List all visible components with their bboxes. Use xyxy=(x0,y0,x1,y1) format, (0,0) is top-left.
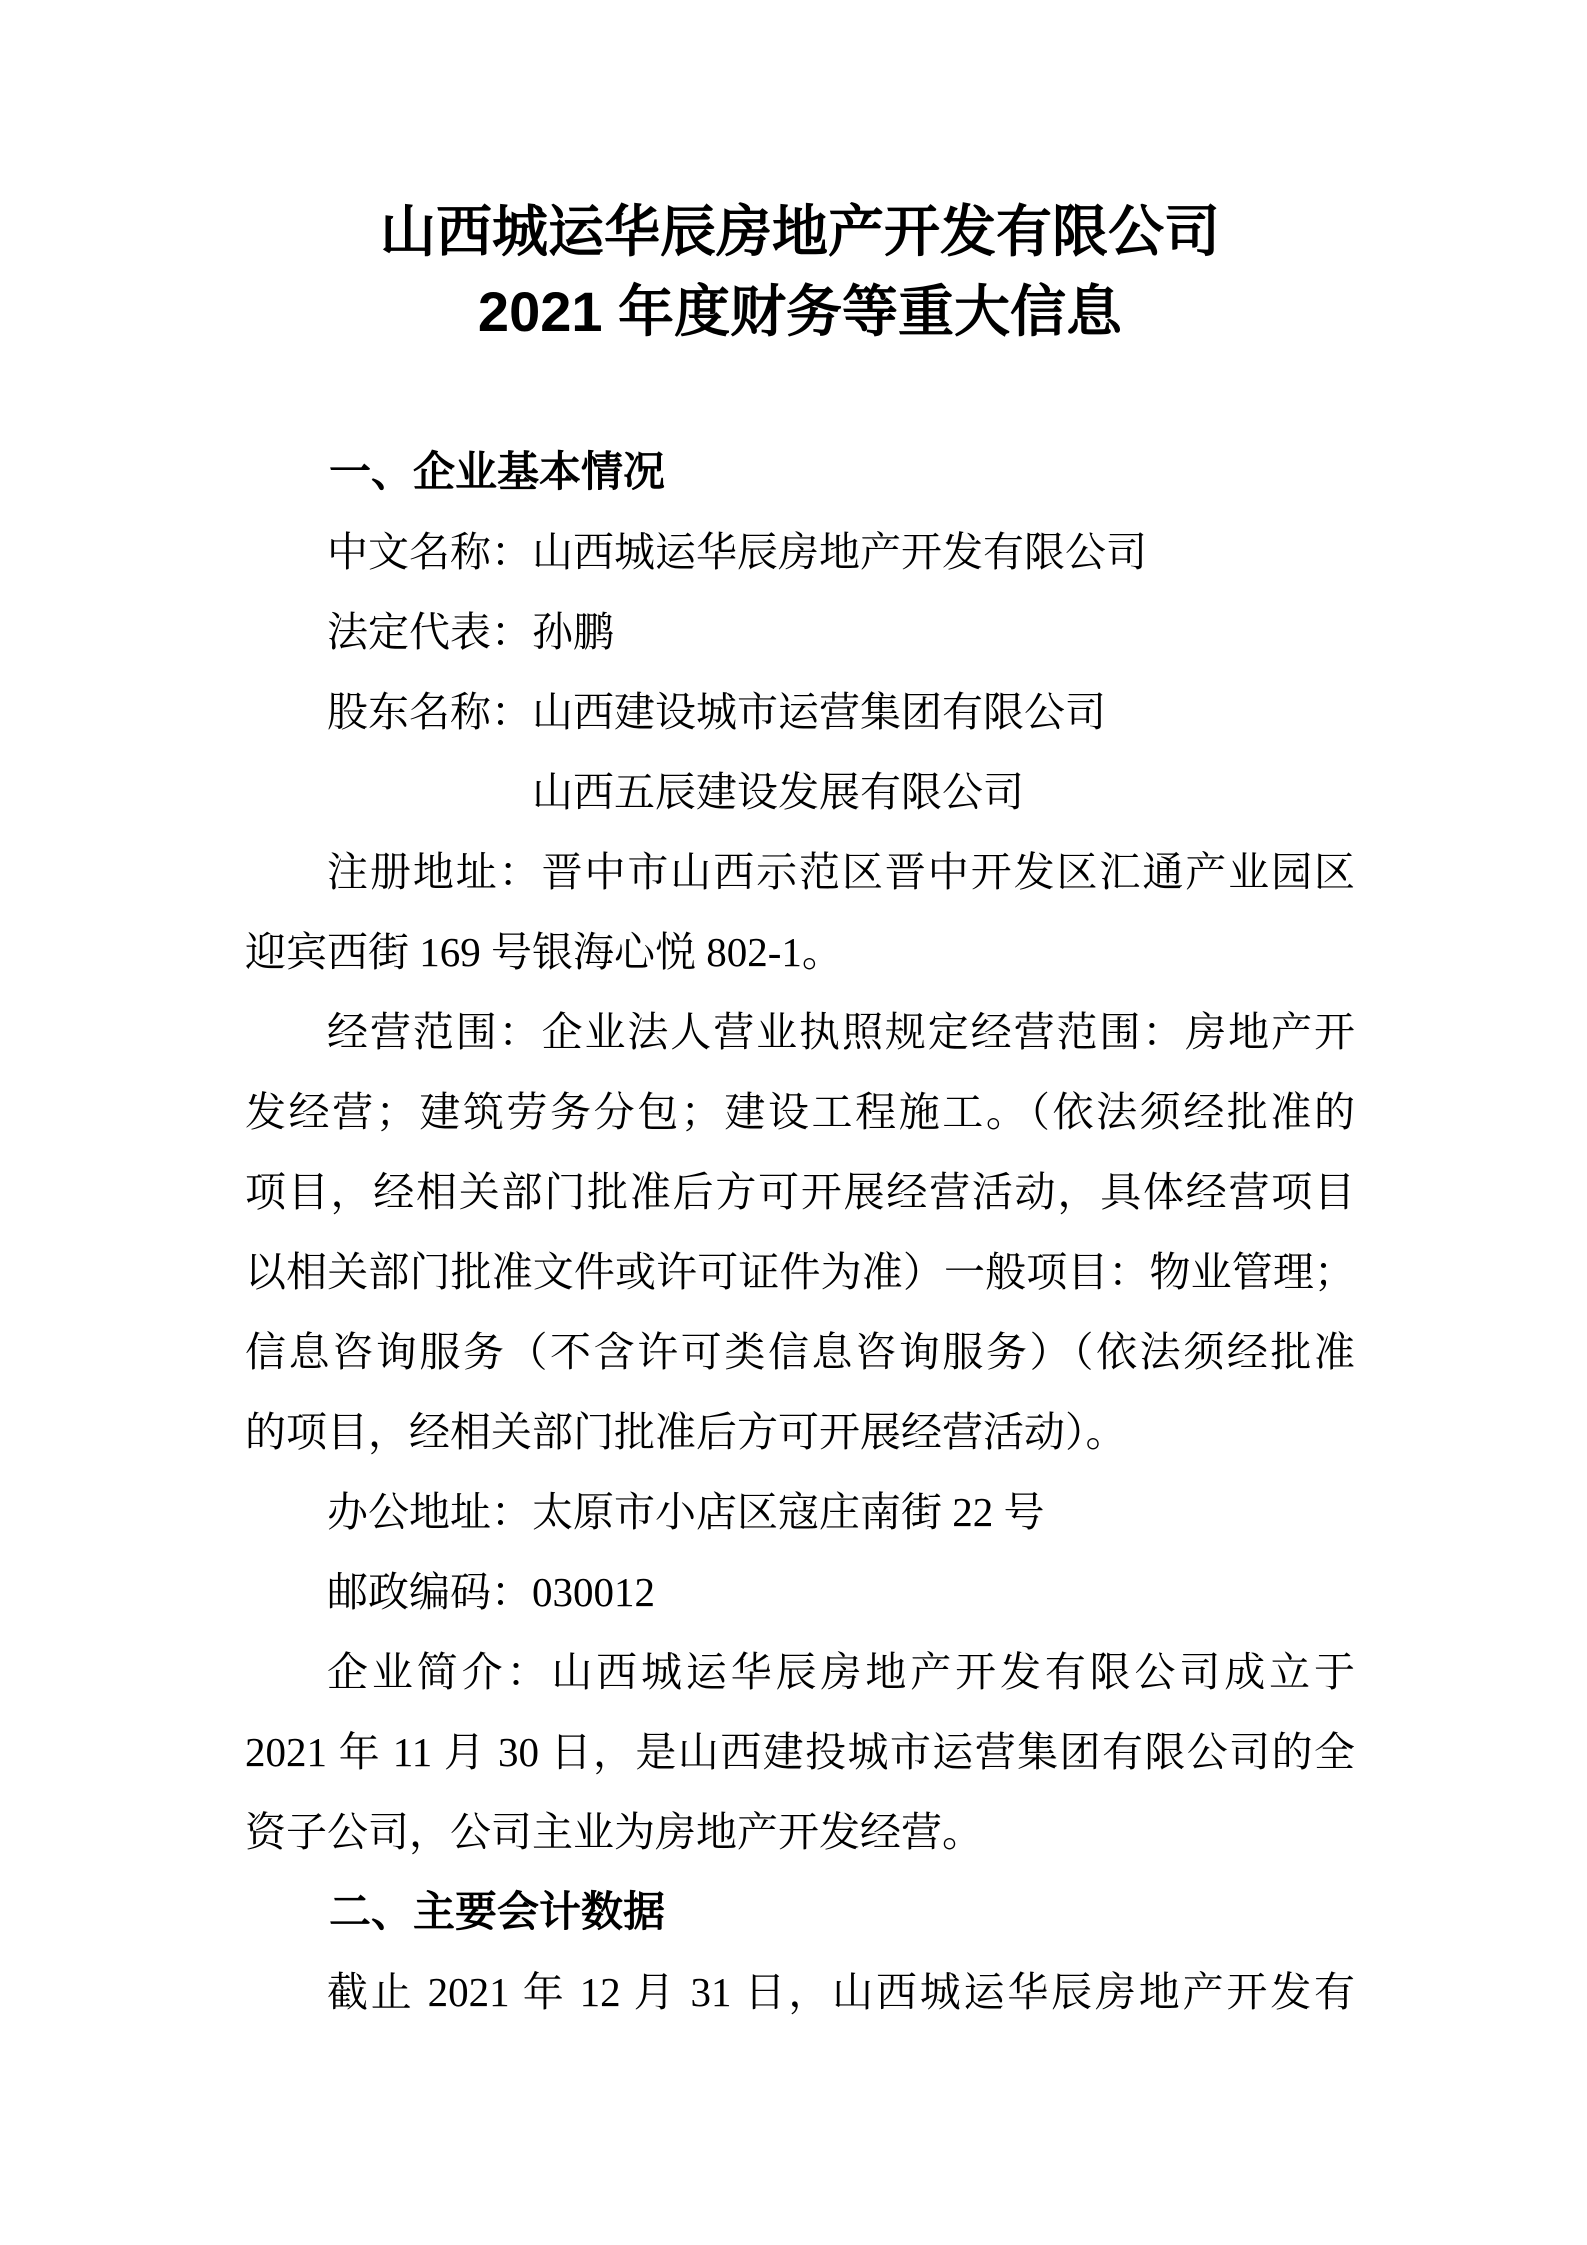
body-line: 2021 年 11 月 30 日，是山西建投城市运营集团有限公司的全 xyxy=(245,1729,1355,1775)
section-heading: 二、主要会计数据 xyxy=(329,1888,666,1935)
body-line: 山西五辰建设发展有限公司 xyxy=(532,769,1024,815)
body-line: 资子公司，公司主业为房地产开发经营。 xyxy=(245,1809,983,1855)
document-title-line: 山西城运华辰房地产开发有限公司 xyxy=(380,200,1220,263)
body-line: 经营范围：企业法人营业执照规定经营范围：房地产开 xyxy=(327,1009,1355,1055)
title-body-gap xyxy=(245,352,1355,432)
body-line: 法定代表：孙鹏 xyxy=(327,609,614,655)
body-line: 以相关部门批准文件或许可证件为准）一般项目：物业管理； xyxy=(245,1249,1355,1295)
body-line: 股东名称：山西建设城市运营集团有限公司 xyxy=(327,689,1106,735)
body-line: 中文名称：山西城运华辰房地产开发有限公司 xyxy=(327,529,1147,575)
document-title-line: 2021 年度财务等重大信息 xyxy=(477,280,1123,343)
body-line: 发经营；建筑劳务分包；建设工程施工。（依法须经批准的 xyxy=(245,1089,1355,1135)
body-line: 截止 2021 年 12 月 31 日，山西城运华辰房地产开发有 xyxy=(327,1969,1355,2015)
body-line: 企业简介：山西城运华辰房地产开发有限公司成立于 xyxy=(327,1649,1355,1695)
body-line: 办公地址：太原市小店区寇庄南街 22 号 xyxy=(327,1489,1045,1535)
body-line: 的项目，经相关部门批准后方可开展经营活动）。 xyxy=(245,1409,1127,1455)
body-line: 信息咨询服务（不含许可类信息咨询服务）（依法须经批准 xyxy=(245,1329,1355,1375)
body-line: 项目，经相关部门批准后方可开展经营活动，具体经营项目 xyxy=(245,1169,1355,1215)
body-line: 迎宾西街 169 号银海心悦 802-1。 xyxy=(245,929,843,975)
body-line: 邮政编码：030012 xyxy=(327,1569,655,1615)
section-heading: 一、企业基本情况 xyxy=(329,448,666,495)
body-line: 注册地址：晋中市山西示范区晋中开发区汇通产业园区 xyxy=(327,849,1355,895)
document-content xyxy=(245,192,1355,2032)
